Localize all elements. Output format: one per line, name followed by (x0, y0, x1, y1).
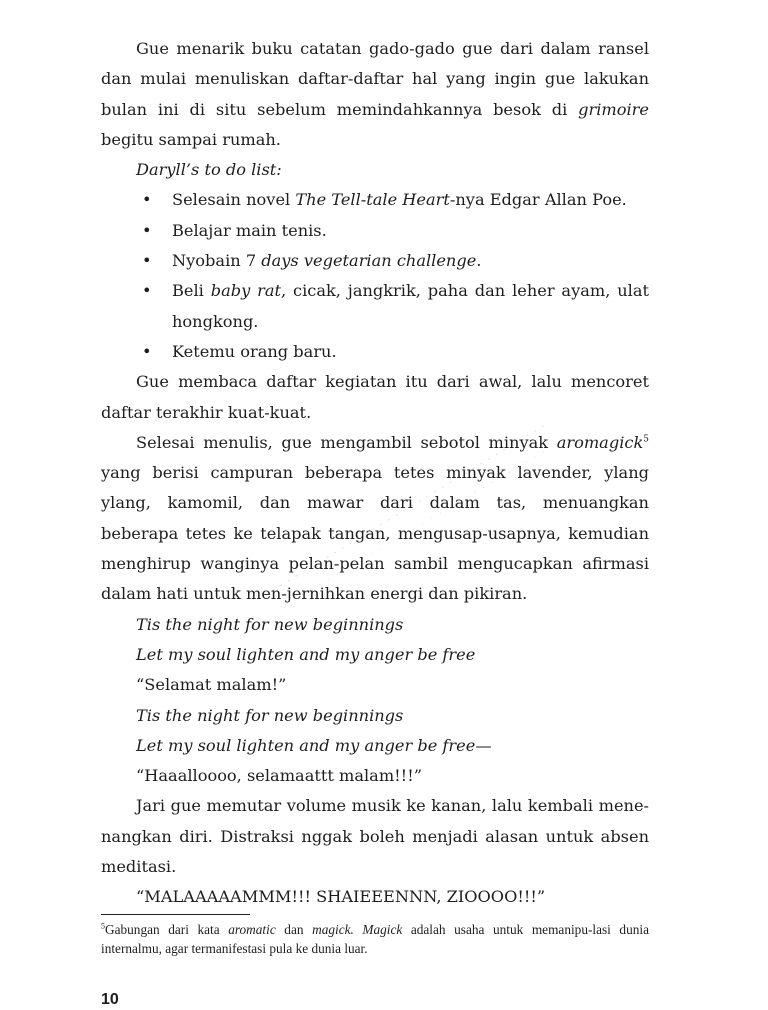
footnote-ref: 5 (643, 434, 649, 445)
list-item: • Belajar main tenis. (142, 220, 327, 240)
todo-heading: Daryll’s to do list: (136, 160, 282, 180)
list-item: • Selesain novel The Tell-tale Heart-nya Edgar Allan Poe. (142, 190, 627, 210)
list-item: • Ketemu orang baru. (142, 341, 337, 361)
paragraph-3: Selesai menulis, gue mengambil sebotol minyak aromagick$^5$ yang berisi campuran beberapa tetes minyak lavender, ylang ylang, kamomil, dan mawar dari dalam tas, menuangkan beberapa tetes ke telapak tangan, mengusap-usapnya, kemudian menghirup wanginya pelan-pelan sambil mengucapkan afirmasi dalam hati untuk men-jernihkan energi dan pikiran. (101, 432, 649, 604)
footnote-divider (101, 914, 250, 915)
footnote: $^5$Gabungan dari kata aromatic dan magick. Magick adalah usaha untuk memanipu-lasi dunia internalmu, agar termanifestasi pula ke dunia luar. (101, 921, 649, 956)
verse-line: Let my soul lighten and my anger be free— (136, 735, 492, 755)
paragraph-4: Jari gue memutar volume musik ke kanan, lalu kembali mene-nangkan diri. Distraksi nggak boleh menjadi alasan untuk absen meditasi. (101, 796, 649, 877)
page-number: 10 (101, 991, 119, 1008)
verse-line: Tis the night for new beginnings (136, 614, 404, 634)
paragraph-1: Gue menarik buku catatan gado-gado gue dari dalam ransel dan mulai menuliskan daftar-daftar hal yang ingin gue lakukan bulan ini di situ sebelum memindahkannya besok di grimoire begitu sampai rumah. (101, 39, 649, 149)
todo-list (101, 185, 649, 367)
dialog-line: “MALAAAAAMMM!!! SHAIEEENNN, ZIOOOO!!!” (136, 887, 546, 907)
dialog-line: “Selamat malam!” (136, 675, 287, 695)
list-item: • Beli baby rat, cicak, jangkrik, paha dan leher ayam, ulat hongkong. (142, 281, 649, 331)
dialog-line: “Haaalloooo, selamaattt malam!!!” (136, 766, 422, 786)
list-item: • Nyobain 7 days vegetarian challenge. (142, 251, 482, 271)
paragraph-2: Gue membaca daftar kegiatan itu dari awal, lalu mencoret daftar terakhir kuat-kuat. (101, 372, 649, 422)
body-text (101, 34, 649, 913)
verse-line: Let my soul lighten and my anger be free (136, 644, 476, 664)
verse-line: Tis the night for new beginnings (136, 705, 404, 725)
footnote-mark: 5 (101, 921, 105, 931)
